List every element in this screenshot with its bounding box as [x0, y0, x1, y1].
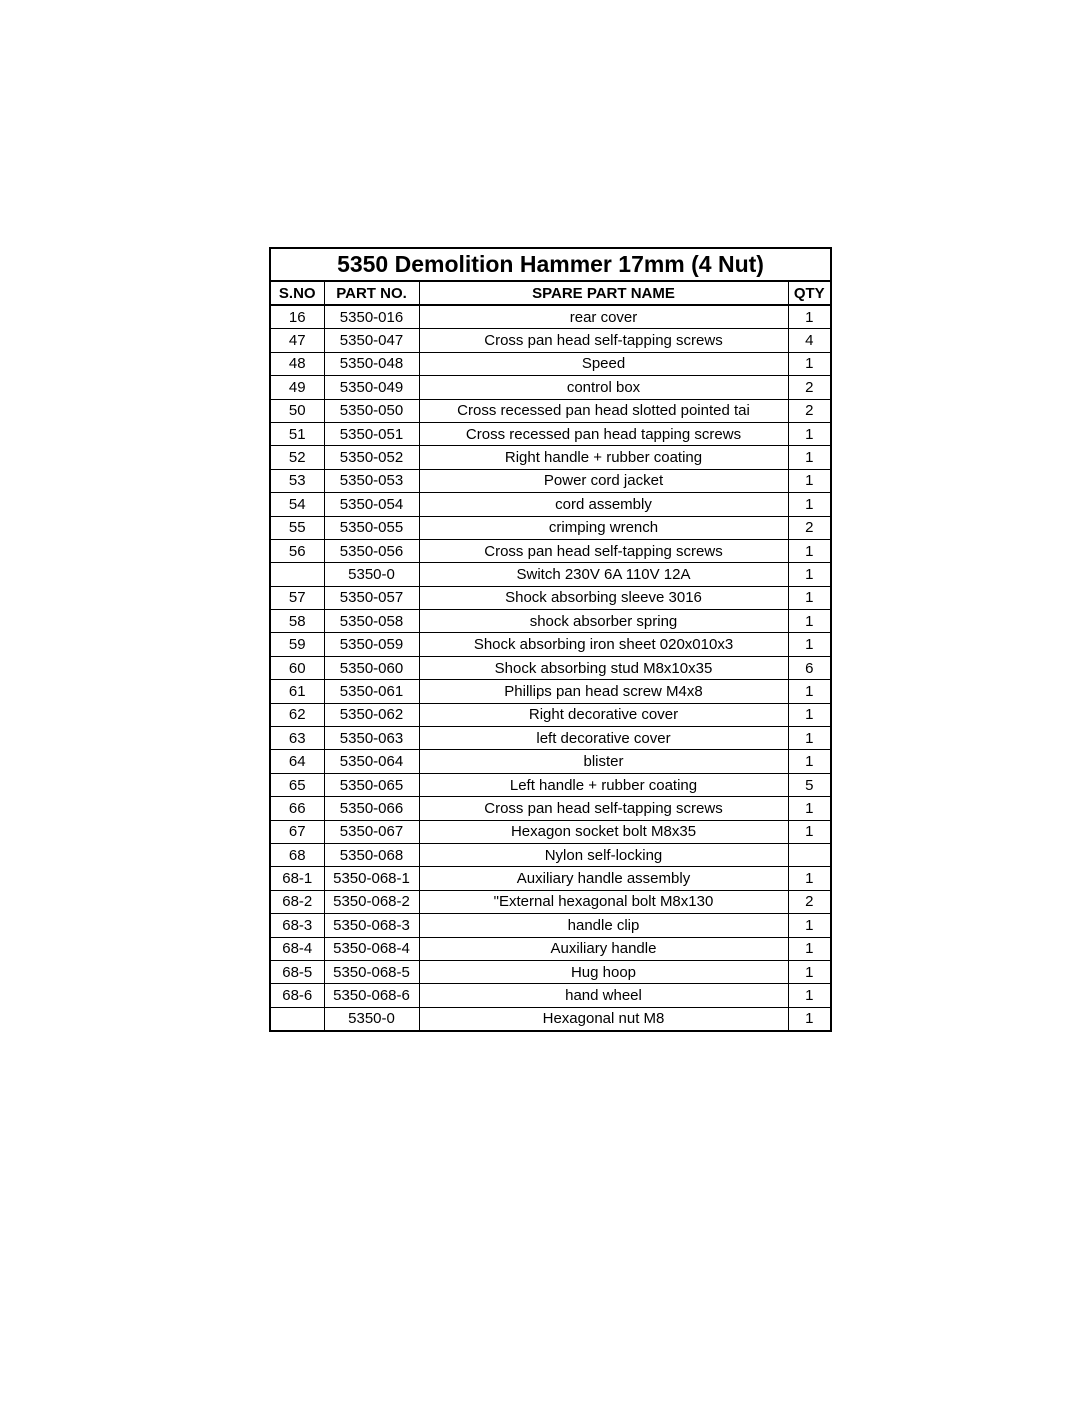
cell-part-name: Right handle + rubber coating — [419, 446, 788, 469]
cell-part-no: 5350-068-4 — [324, 937, 419, 960]
cell-part-no: 5350-065 — [324, 773, 419, 796]
cell-qty: 1 — [788, 352, 831, 375]
table-row — [270, 890, 831, 913]
cell-qty: 1 — [788, 493, 831, 516]
cell-part-name: Nylon self-locking — [419, 843, 788, 866]
table-row — [270, 469, 831, 492]
cell-part-no: 5350-055 — [324, 516, 419, 539]
cell-qty: 1 — [788, 960, 831, 983]
cell-qty: 1 — [788, 680, 831, 703]
cell-part-no: 5350-050 — [324, 399, 419, 422]
cell-qty: 1 — [788, 469, 831, 492]
cell-sno: 50 — [270, 399, 324, 422]
cell-part-name: "External hexagonal bolt M8x130 — [419, 890, 788, 913]
cell-part-name: Hexagon socket bolt M8x35 — [419, 820, 788, 843]
table-row — [270, 376, 831, 399]
cell-qty: 1 — [788, 797, 831, 820]
column-header-part-no: PART NO. — [324, 281, 419, 305]
cell-sno: 68 — [270, 843, 324, 866]
header-row — [270, 281, 831, 305]
cell-sno: 68-5 — [270, 960, 324, 983]
cell-qty: 1 — [788, 539, 831, 562]
cell-qty: 1 — [788, 610, 831, 633]
cell-part-name: Cross recessed pan head tapping screws — [419, 422, 788, 445]
cell-sno: 68-1 — [270, 867, 324, 890]
cell-part-name: Cross pan head self-tapping screws — [419, 539, 788, 562]
cell-part-name: Auxiliary handle assembly — [419, 867, 788, 890]
cell-part-name: Right decorative cover — [419, 703, 788, 726]
cell-part-name: control box — [419, 376, 788, 399]
cell-sno: 65 — [270, 773, 324, 796]
table-row — [270, 422, 831, 445]
cell-qty: 2 — [788, 516, 831, 539]
cell-qty: 1 — [788, 586, 831, 609]
cell-part-name: Cross recessed pan head slotted pointed tai — [419, 399, 788, 422]
cell-part-name: blister — [419, 750, 788, 773]
cell-qty: 4 — [788, 329, 831, 352]
cell-part-no: 5350-052 — [324, 446, 419, 469]
cell-part-name: cord assembly — [419, 493, 788, 516]
cell-part-no: 5350-068 — [324, 843, 419, 866]
cell-part-name: Hexagonal nut M8 — [419, 1007, 788, 1031]
cell-qty: 2 — [788, 399, 831, 422]
cell-sno: 47 — [270, 329, 324, 352]
cell-part-name: shock absorber spring — [419, 610, 788, 633]
cell-part-name: hand wheel — [419, 984, 788, 1007]
table-title: 5350 Demolition Hammer 17mm (4 Nut) — [270, 248, 831, 281]
table-row — [270, 984, 831, 1007]
cell-sno: 49 — [270, 376, 324, 399]
cell-sno: 53 — [270, 469, 324, 492]
cell-part-no: 5350-061 — [324, 680, 419, 703]
cell-part-no: 5350-049 — [324, 376, 419, 399]
cell-part-no: 5350-068-6 — [324, 984, 419, 1007]
cell-part-no: 5350-068-5 — [324, 960, 419, 983]
table-row — [270, 960, 831, 983]
table-row — [270, 399, 831, 422]
cell-sno: 68-2 — [270, 890, 324, 913]
cell-qty: 1 — [788, 727, 831, 750]
cell-part-name: Auxiliary handle — [419, 937, 788, 960]
table-row — [270, 680, 831, 703]
cell-sno: 58 — [270, 610, 324, 633]
cell-qty: 1 — [788, 563, 831, 586]
cell-qty: 1 — [788, 914, 831, 937]
table-row — [270, 773, 831, 796]
cell-qty: 1 — [788, 703, 831, 726]
cell-part-no: 5350-063 — [324, 727, 419, 750]
table-row — [270, 563, 831, 586]
cell-sno: 60 — [270, 656, 324, 679]
cell-sno: 56 — [270, 539, 324, 562]
table-row — [270, 586, 831, 609]
cell-sno: 16 — [270, 305, 324, 329]
cell-part-no: 5350-064 — [324, 750, 419, 773]
table-row — [270, 867, 831, 890]
cell-sno: 62 — [270, 703, 324, 726]
cell-part-no: 5350-0 — [324, 563, 419, 586]
cell-part-name: crimping wrench — [419, 516, 788, 539]
table-row — [270, 820, 831, 843]
cell-qty: 1 — [788, 1007, 831, 1031]
column-header-sno: S.NO — [270, 281, 324, 305]
cell-qty: 1 — [788, 750, 831, 773]
table-row — [270, 937, 831, 960]
cell-qty: 2 — [788, 890, 831, 913]
cell-part-name: Cross pan head self-tapping screws — [419, 797, 788, 820]
cell-sno: 52 — [270, 446, 324, 469]
table-row — [270, 633, 831, 656]
cell-qty: 1 — [788, 633, 831, 656]
cell-part-name: left decorative cover — [419, 727, 788, 750]
cell-part-name: Shock absorbing sleeve 3016 — [419, 586, 788, 609]
cell-sno: 54 — [270, 493, 324, 516]
cell-sno: 48 — [270, 352, 324, 375]
cell-part-no: 5350-068-3 — [324, 914, 419, 937]
cell-part-no: 5350-068-2 — [324, 890, 419, 913]
cell-part-no: 5350-067 — [324, 820, 419, 843]
cell-sno: 68-6 — [270, 984, 324, 1007]
cell-sno: 67 — [270, 820, 324, 843]
table-row — [270, 703, 831, 726]
cell-sno: 59 — [270, 633, 324, 656]
cell-qty: 6 — [788, 656, 831, 679]
cell-part-name: Left handle + rubber coating — [419, 773, 788, 796]
cell-part-no: 5350-048 — [324, 352, 419, 375]
cell-sno: 68-4 — [270, 937, 324, 960]
cell-part-no: 5350-058 — [324, 610, 419, 633]
cell-part-no: 5350-016 — [324, 305, 419, 329]
table-row — [270, 727, 831, 750]
cell-part-name: Hug hoop — [419, 960, 788, 983]
cell-part-no: 5350-066 — [324, 797, 419, 820]
title-row — [270, 248, 831, 281]
cell-qty: 5 — [788, 773, 831, 796]
table-row — [270, 446, 831, 469]
column-header-qty: QTY — [788, 281, 831, 305]
column-header-name: SPARE PART NAME — [419, 281, 788, 305]
table-row — [270, 656, 831, 679]
table-row — [270, 305, 831, 329]
cell-part-name: rear cover — [419, 305, 788, 329]
cell-part-no: 5350-062 — [324, 703, 419, 726]
table-row — [270, 610, 831, 633]
cell-part-no: 5350-057 — [324, 586, 419, 609]
spare-parts-table — [269, 247, 832, 1032]
cell-part-name: Switch 230V 6A 110V 12A — [419, 563, 788, 586]
cell-part-no: 5350-068-1 — [324, 867, 419, 890]
cell-sno: 55 — [270, 516, 324, 539]
cell-part-name: Cross pan head self-tapping screws — [419, 329, 788, 352]
cell-qty: 1 — [788, 820, 831, 843]
cell-qty: 1 — [788, 446, 831, 469]
cell-part-no: 5350-059 — [324, 633, 419, 656]
cell-part-name: Shock absorbing stud M8x10x35 — [419, 656, 788, 679]
cell-part-name: Shock absorbing iron sheet 020x010x3 — [419, 633, 788, 656]
cell-part-name: handle clip — [419, 914, 788, 937]
cell-qty: 1 — [788, 867, 831, 890]
table-row — [270, 516, 831, 539]
table-row — [270, 797, 831, 820]
cell-sno: 68-3 — [270, 914, 324, 937]
cell-qty — [788, 843, 831, 866]
cell-part-no: 5350-056 — [324, 539, 419, 562]
cell-qty: 1 — [788, 422, 831, 445]
table-row — [270, 329, 831, 352]
cell-part-no: 5350-051 — [324, 422, 419, 445]
cell-part-no: 5350-054 — [324, 493, 419, 516]
cell-sno: 57 — [270, 586, 324, 609]
table-row — [270, 750, 831, 773]
cell-qty: 2 — [788, 376, 831, 399]
cell-part-name: Speed — [419, 352, 788, 375]
cell-sno — [270, 563, 324, 586]
cell-part-no: 5350-053 — [324, 469, 419, 492]
cell-qty: 1 — [788, 937, 831, 960]
table-row — [270, 352, 831, 375]
cell-part-name: Phillips pan head screw M4x8 — [419, 680, 788, 703]
table-row — [270, 843, 831, 866]
cell-qty: 1 — [788, 984, 831, 1007]
cell-sno: 66 — [270, 797, 324, 820]
cell-sno: 61 — [270, 680, 324, 703]
cell-sno: 51 — [270, 422, 324, 445]
cell-part-name: Power cord jacket — [419, 469, 788, 492]
cell-part-no: 5350-060 — [324, 656, 419, 679]
cell-part-no: 5350-047 — [324, 329, 419, 352]
cell-qty: 1 — [788, 305, 831, 329]
table-body — [270, 305, 831, 1031]
cell-sno — [270, 1007, 324, 1031]
cell-sno: 63 — [270, 727, 324, 750]
table-row — [270, 1007, 831, 1031]
table-row — [270, 539, 831, 562]
cell-part-no: 5350-0 — [324, 1007, 419, 1031]
table-row — [270, 914, 831, 937]
cell-sno: 64 — [270, 750, 324, 773]
table-row — [270, 493, 831, 516]
